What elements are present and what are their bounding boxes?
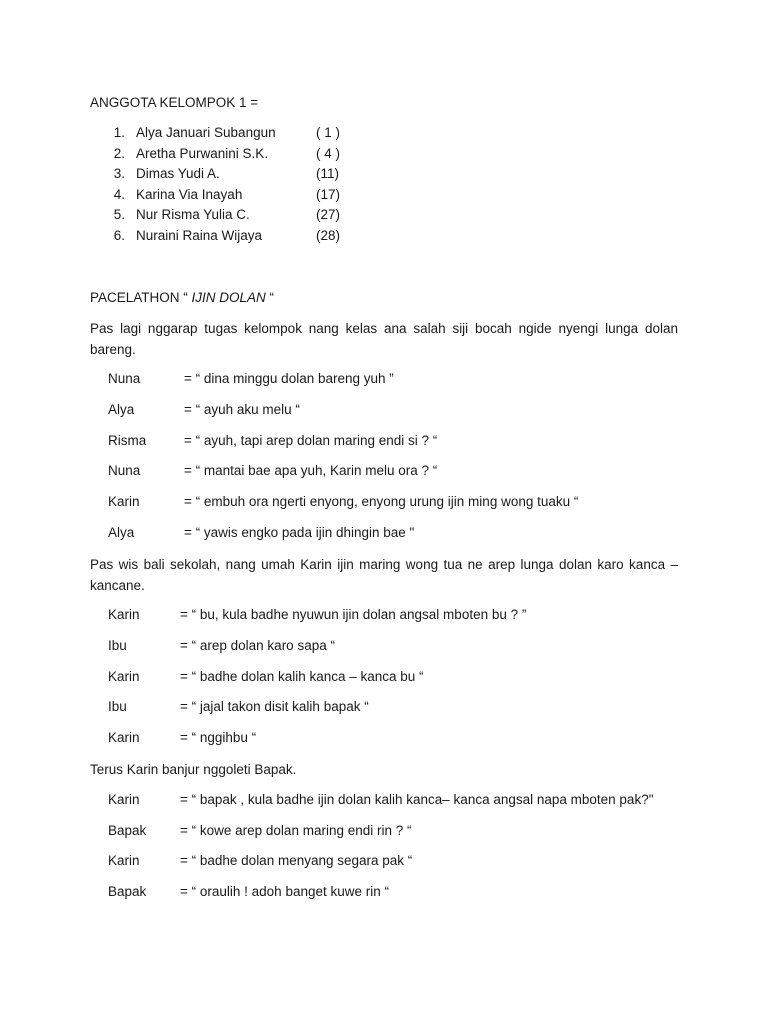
dialogue-title xyxy=(90,289,274,307)
speech-text: = “ kowe arep dolan maring endi rin ? “ xyxy=(180,823,412,838)
speech-text: = “ bu, kula badhe nyuwun ijin dolan angsal mboten bu ? ” xyxy=(180,607,527,622)
speaker-name: Alya xyxy=(108,525,135,540)
speaker-name: Karin xyxy=(108,792,140,807)
dialogue-title-suffix: “ xyxy=(265,290,275,305)
speech-text: = “ ayuh aku melu “ xyxy=(184,402,300,417)
member-number: 4. xyxy=(113,187,125,202)
speaker-name: Karin xyxy=(108,494,140,509)
member-attendance-number: ( 1 ) xyxy=(316,125,341,140)
speech-text: = “ bapak , kula badhe ijin dolan kalih kanca– kanca angsal napa mboten pak?" xyxy=(180,792,654,807)
speech-text: = “ mantai bae apa yuh, Karin melu ora ? “ xyxy=(184,463,438,478)
speaker-name: Bapak xyxy=(108,823,147,838)
member-number: 1. xyxy=(113,125,125,140)
member-attendance-number: (17) xyxy=(316,187,341,202)
speech-text: = “ badhe dolan kalih kanca – kanca bu “ xyxy=(180,669,424,684)
dialogue-title-prefix: PACELATHON “ xyxy=(90,290,192,305)
member-number: 5. xyxy=(113,207,125,222)
member-attendance-number: ( 4 ) xyxy=(316,146,341,161)
speech-text: = “ nggihbu “ xyxy=(180,730,257,745)
group-members-heading: ANGGOTA KELOMPOK 1 = xyxy=(90,95,259,110)
speaker-name: Karin xyxy=(108,853,140,868)
speech-text: = “ oraulih ! adoh banget kuwe rin “ xyxy=(180,884,389,899)
speaker-name: Karin xyxy=(108,730,140,745)
member-name: Nur Risma Yulia C. xyxy=(136,207,250,222)
speech-text: = “ arep dolan karo sapa “ xyxy=(180,638,335,653)
speech-text: = “ jajal takon disit kalih bapak “ xyxy=(180,699,369,714)
speaker-name: Karin xyxy=(108,607,140,622)
narration-paragraph: Pas lagi nggarap tugas kelompok nang kelas ana salah siji bocah ngide nyengi lunga dolan bareng. xyxy=(90,321,678,357)
member-number: 6. xyxy=(113,228,125,243)
speaker-name: Nuna xyxy=(108,463,141,478)
speaker-name: Karin xyxy=(108,669,140,684)
member-name: Karina Via Inayah xyxy=(136,187,243,202)
member-number: 3. xyxy=(113,166,125,181)
narration-paragraph: Pas wis bali sekolah, nang umah Karin ijin maring wong tua ne arep lunga dolan karo kanca – kancane. xyxy=(90,557,678,593)
speaker-name: Risma xyxy=(108,433,147,448)
speaker-name: Ibu xyxy=(108,699,127,714)
speaker-name: Ibu xyxy=(108,638,127,653)
speech-text: = “ embuh ora ngerti enyong, enyong urung ijin ming wong tuaku “ xyxy=(184,494,579,509)
dialogue-title-text: IJIN DOLAN xyxy=(191,290,266,305)
member-attendance-number: (28) xyxy=(316,228,341,243)
member-name: Aretha Purwanini S.K. xyxy=(136,146,269,161)
speaker-name: Alya xyxy=(108,402,135,417)
member-name: Nuraini Raina Wijaya xyxy=(136,228,263,243)
speaker-name: Bapak xyxy=(108,884,147,899)
member-name: Alya Januari Subangun xyxy=(136,125,276,140)
speech-text: = “ dina minggu dolan bareng yuh ” xyxy=(184,371,394,386)
member-attendance-number: (11) xyxy=(316,166,340,181)
speaker-name: Nuna xyxy=(108,371,141,386)
speech-text: = “ ayuh, tapi arep dolan maring endi si ? “ xyxy=(184,433,438,448)
member-number: 2. xyxy=(113,146,125,161)
speech-text: = “ yawis engko pada ijin dhingin bae " xyxy=(184,525,415,540)
member-attendance-number: (27) xyxy=(316,207,341,222)
member-name: Dimas Yudi A. xyxy=(136,166,220,181)
speech-text: = “ badhe dolan menyang segara pak “ xyxy=(180,853,413,868)
narration-paragraph: Terus Karin banjur nggoleti Bapak. xyxy=(90,762,297,777)
